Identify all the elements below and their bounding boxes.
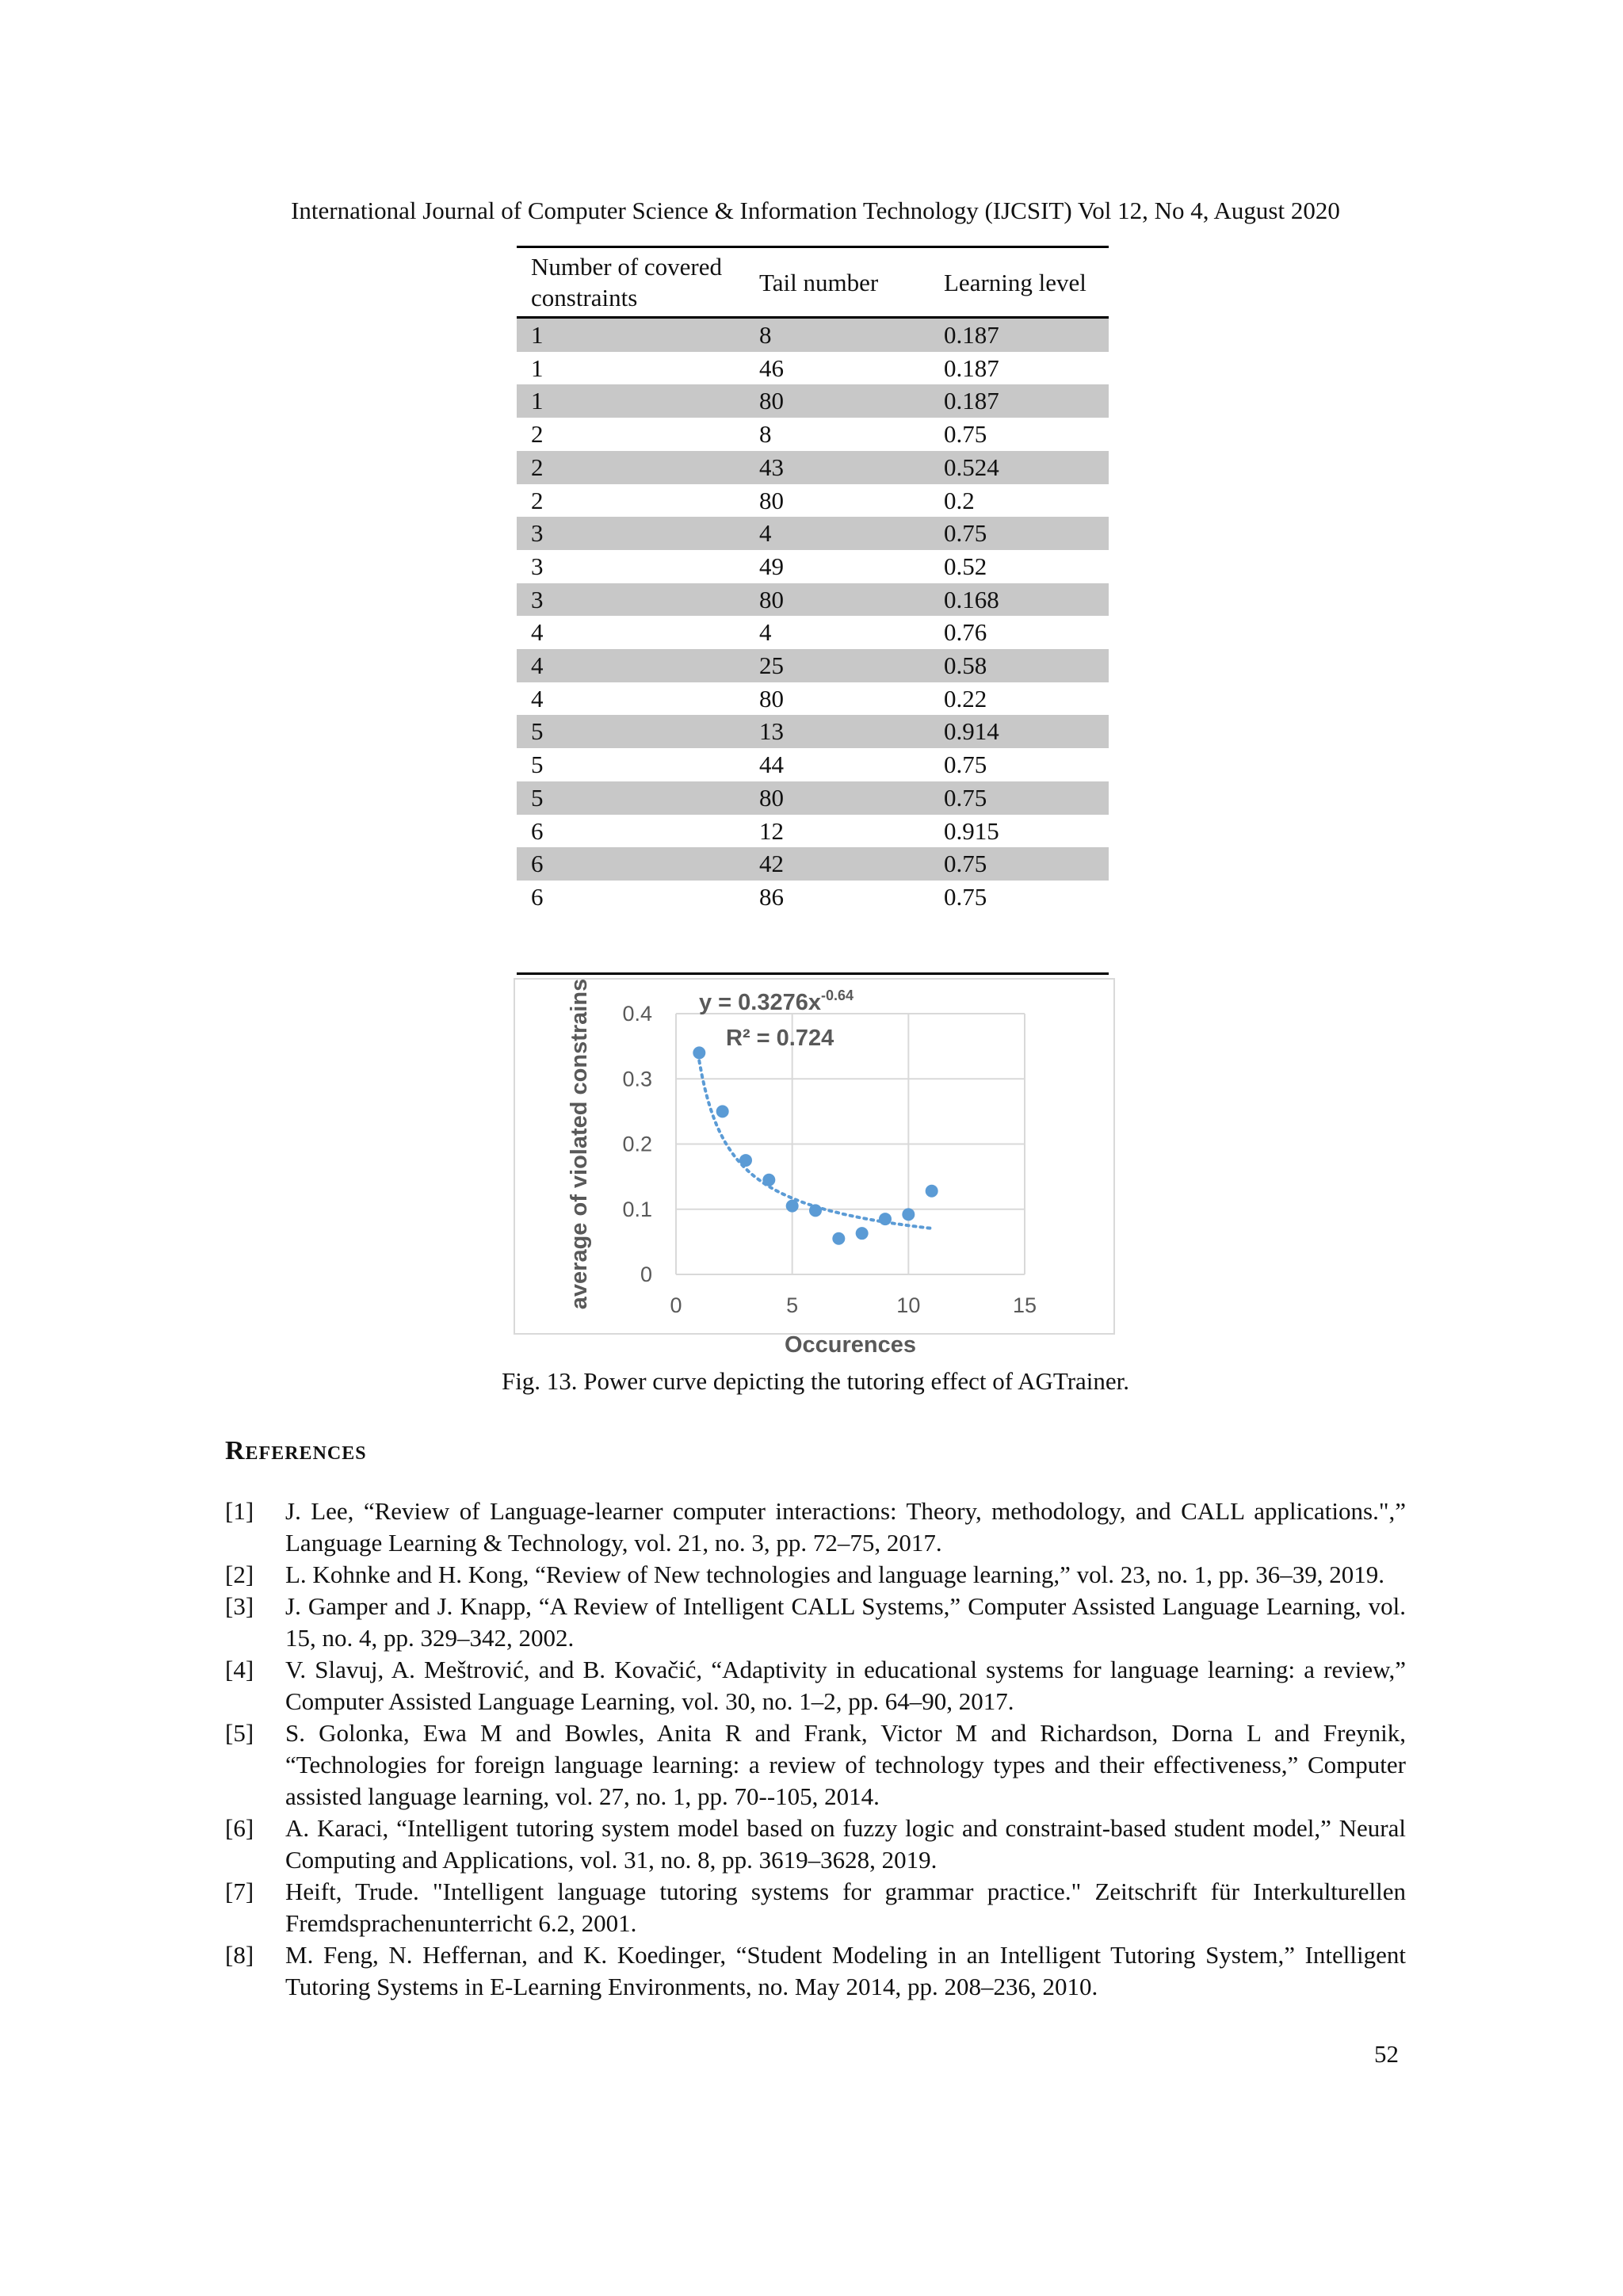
chart-svg [515, 978, 1113, 1358]
table-header-row [517, 247, 1109, 318]
column-header: Tail number [759, 268, 879, 296]
table-cell: 3 [531, 519, 544, 548]
data-table [517, 246, 1109, 914]
data-point [856, 1227, 869, 1240]
table-cell: 4 [759, 618, 772, 647]
data-point [716, 1105, 729, 1117]
table-cell: 8 [759, 321, 772, 349]
data-point [809, 1204, 822, 1217]
table-cell: 0.58 [944, 651, 987, 680]
table-cell: 1 [531, 353, 544, 382]
table-cell: 2 [531, 486, 544, 514]
data-point [786, 1200, 799, 1213]
data-point [693, 1046, 705, 1059]
table-cell: 5 [531, 751, 544, 779]
table-row [517, 748, 1109, 781]
table-cell: 0.914 [944, 717, 999, 746]
table-row [517, 682, 1109, 716]
table-row [517, 384, 1109, 418]
reference-text: V. Slavuj, A. Meštrović, and B. Kovačić, “Adaptivity in educational systems for language learning: a review,” Computer Assisted Language Learning, vol. 30, no. 1–2, pp. 64–90, 2017. [285, 1656, 1406, 1715]
table-cell: 80 [759, 783, 784, 812]
trendline-equation [699, 988, 854, 1015]
table-row [517, 616, 1109, 649]
table-cell: 0.187 [944, 353, 999, 382]
table-row [517, 484, 1109, 518]
table-cell: 0.22 [944, 684, 987, 712]
data-table-container [517, 246, 1109, 914]
table-cell: 12 [759, 816, 784, 845]
reference-text: A. Karaci, “Intelligent tutoring system model based on fuzzy logic and constraint-based student model,” Neural Computing and Applications, vol. 31, no. 8, pp. 3619–3628, 2019. [285, 1814, 1406, 1874]
table-cell: 2 [531, 453, 544, 481]
table-cell: 6 [531, 850, 544, 878]
reference-number: [8] [225, 1941, 254, 1969]
reference-text: L. Kohnke and H. Kong, “Review of New technologies and language learning,” vol. 23, no. 1, pp. 36–39, 2019. [285, 1561, 1384, 1588]
table-cell: 0.75 [944, 783, 987, 812]
reference-text: M. Feng, N. Heffernan, and K. Koedinger, “Student Modeling in an Intelligent Tutoring System,” Intelligent Tutoring Systems in E-Learning Environments, no. May 2014, pp. 208–236, 2010. [285, 1941, 1406, 2000]
table-cell: 80 [759, 684, 784, 712]
y-tick-label: 0.1 [622, 1197, 652, 1221]
reference-number: [4] [225, 1656, 254, 1683]
references-heading: References [225, 1436, 367, 1465]
reference-text: Heift, Trude. "Intelligent language tutoring systems for grammar practice." Zeitschrift für Interkulturellen Fremdsprachenunterricht 6.2, 2001. [285, 1878, 1406, 1937]
table-cell: 0.75 [944, 420, 987, 449]
reference-item [225, 1939, 1406, 2003]
table-cell: 0.524 [944, 453, 999, 481]
table-row [517, 649, 1109, 682]
reference-number: [7] [225, 1878, 254, 1905]
table-cell: 0.75 [944, 882, 987, 911]
reference-text: J. Gamper and J. Knapp, “A Review of Intelligent CALL Systems,” Computer Assisted Language Learning, vol. 15, no. 4, pp. 329–342, 2002. [285, 1592, 1406, 1652]
data-point [762, 1174, 775, 1186]
table-cell: 4 [531, 618, 544, 647]
data-point [739, 1154, 752, 1167]
table-row [517, 781, 1109, 815]
reference-item [225, 1813, 1406, 1876]
table-cell: 44 [759, 751, 784, 779]
reference-number: [3] [225, 1592, 254, 1620]
page-number: 52 [1374, 2040, 1399, 2068]
table-row [517, 550, 1109, 583]
data-point [879, 1213, 892, 1225]
table-cell: 13 [759, 717, 784, 746]
table-cell: 4 [531, 651, 544, 680]
table-cell: 0.187 [944, 321, 999, 349]
table-cell: 0.187 [944, 387, 999, 415]
x-tick-label: 10 [896, 1293, 921, 1317]
reference-item [225, 1876, 1406, 1939]
figure-caption: Fig. 13. Power curve depicting the tutoring effect of AGTrainer. [501, 1367, 1130, 1395]
equation-base: y = 0.3276x [699, 990, 822, 1015]
table-cell: 0.168 [944, 585, 999, 613]
trendline-r-squared: R² = 0.724 [726, 1026, 834, 1051]
table-cell: 1 [531, 321, 544, 349]
table-row [517, 418, 1109, 451]
table-row [517, 517, 1109, 550]
table-cell: 2 [531, 420, 544, 449]
table-cell: 5 [531, 717, 544, 746]
table-cell: 0.2 [944, 486, 975, 514]
column-header: Number of covered constraints [531, 253, 723, 311]
table-cell: 80 [759, 387, 784, 415]
table-cell: 4 [759, 519, 772, 548]
table-cell: 6 [531, 816, 544, 845]
table-cell: 86 [759, 882, 784, 911]
table-row [517, 815, 1109, 848]
reference-text: J. Lee, “Review of Language-learner computer interactions: Theory, methodology, and CALL applications.",” Language Learning & Technology, vol. 21, no. 3, pp. 72–75, 2017. [285, 1497, 1406, 1557]
reference-number: [2] [225, 1561, 254, 1588]
reference-item [225, 1717, 1406, 1813]
table-cell: 0.75 [944, 751, 987, 779]
table-cell: 3 [531, 585, 544, 613]
table-bottom-rule [517, 972, 1109, 975]
table-cell: 5 [531, 783, 544, 812]
data-point [926, 1185, 938, 1198]
table-cell: 80 [759, 585, 784, 613]
y-tick-label: 0.3 [622, 1067, 652, 1091]
reference-number: [1] [225, 1497, 254, 1525]
reference-item [225, 1496, 1406, 1559]
column-header: Learning level [944, 268, 1086, 296]
reference-item [225, 1559, 1406, 1591]
x-tick-label: 0 [670, 1293, 682, 1317]
x-tick-label: 5 [786, 1293, 799, 1317]
reference-number: [6] [225, 1814, 254, 1842]
data-point [902, 1208, 915, 1221]
y-tick-label: 0.2 [622, 1132, 652, 1156]
data-point [832, 1232, 845, 1245]
table-cell: 80 [759, 486, 784, 514]
table-cell: 25 [759, 651, 784, 680]
table-row [517, 881, 1109, 914]
table-row [517, 451, 1109, 484]
table-cell: 46 [759, 353, 784, 382]
y-axis-title: average of violated constrains [567, 978, 592, 1310]
table-cell: 0.75 [944, 519, 987, 548]
table-cell: 4 [531, 684, 544, 712]
y-tick-label: 0.4 [622, 1002, 652, 1026]
reference-text: S. Golonka, Ewa M and Bowles, Anita R and Frank, Victor M and Richardson, Dorna L and Freynik, “Technologies for foreign language learning: a review of technology types and their effectiveness,” Computer assisted language learning, vol. 27, no. 1, pp. 70--105, 2014. [285, 1719, 1406, 1810]
table-cell: 49 [759, 552, 784, 580]
table-cell: 42 [759, 850, 784, 878]
power-curve-chart [514, 978, 1115, 1358]
table-cell: 0.76 [944, 618, 987, 647]
reference-number: [5] [225, 1719, 254, 1747]
table-row [517, 847, 1109, 881]
table-cell: 0.75 [944, 850, 987, 878]
equation-exponent: -0.64 [821, 988, 854, 1003]
y-tick-label: 0 [640, 1263, 652, 1286]
table-row [517, 318, 1109, 352]
x-tick-label: 15 [1012, 1293, 1037, 1317]
references-list [225, 1496, 1406, 2003]
table-row [517, 715, 1109, 748]
table-cell: 8 [759, 420, 772, 449]
reference-item [225, 1591, 1406, 1654]
table-cell: 3 [531, 552, 544, 580]
reference-item [225, 1654, 1406, 1717]
table-cell: 6 [531, 882, 544, 911]
table-cell: 43 [759, 453, 784, 481]
table-row [517, 583, 1109, 617]
table-cell: 0.915 [944, 816, 999, 845]
x-axis-title: Occurences [784, 1332, 917, 1358]
table-cell: 1 [531, 387, 544, 415]
table-cell: 0.52 [944, 552, 987, 580]
running-header: International Journal of Computer Science & Information Technology (IJCSIT) Vol 12, No 4, August 2020 [291, 197, 1340, 224]
table-body [517, 318, 1109, 914]
table-row [517, 352, 1109, 385]
